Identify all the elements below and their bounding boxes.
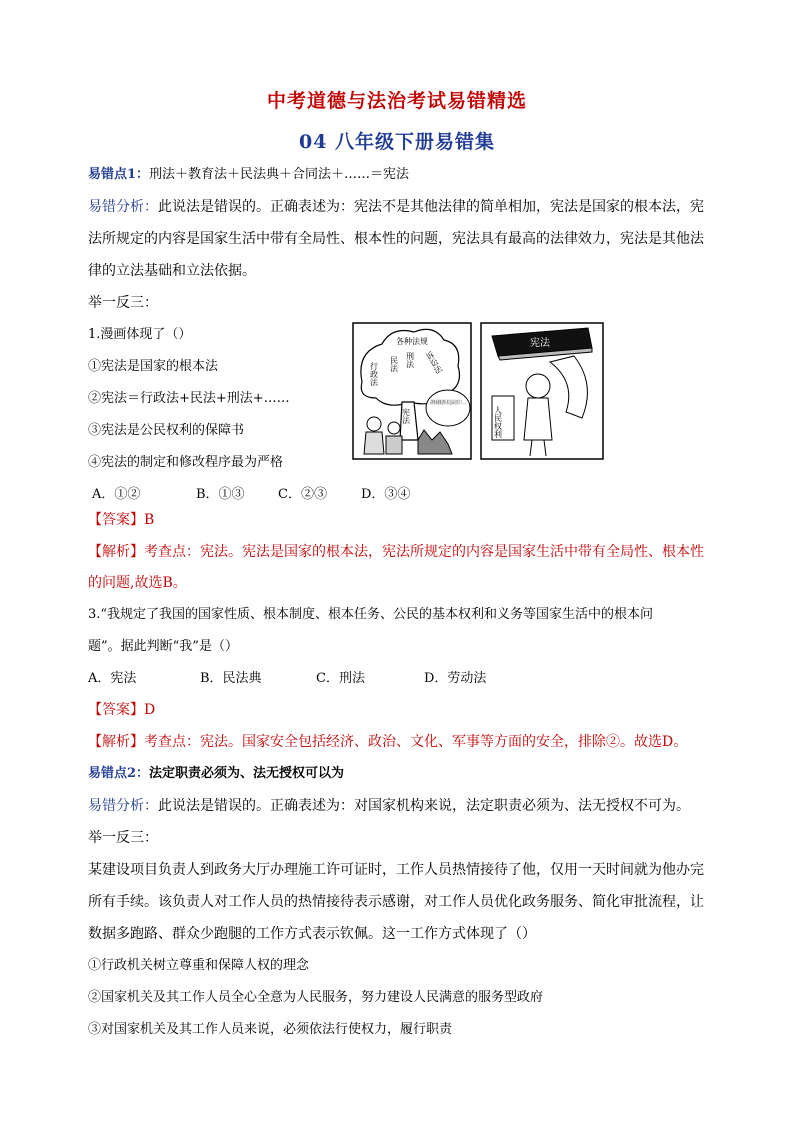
q1-statement-4: ④宪法的制定和修改程序最为严格: [88, 455, 284, 470]
q4-statement-3: ③对国家机关及其工作人员来说，必须依法行使权力，履行职责: [88, 1022, 453, 1037]
q1-option-c: C．②③: [278, 487, 327, 502]
analysis-1-text-1: 此说法是错误的。正确表述为：宪法不是其他法律的简单相加，宪法是国家的根本法，宪: [158, 199, 704, 215]
q3-option-d: D．劳动法: [424, 671, 487, 686]
practice-2-label: 举一反三：: [88, 830, 158, 846]
q1-statement-2: ②宪法＝行政法+民法+刑法+……: [88, 391, 290, 406]
q4-stem-line-2: 所有手续。该负责人对工作人员的热情接待表示感谢，对工作人员优化政务服务、简化审批流程，让: [88, 894, 704, 910]
comic-label-criminal-law: 刑法: [405, 352, 415, 368]
q1-statement-3: ③宪法是公民权利的保障书: [88, 423, 245, 438]
error-point-1: [88, 165, 409, 185]
q1-answer: [88, 510, 154, 530]
person-body-2: [386, 436, 402, 454]
comic-label-book-constitution: 宪法: [530, 338, 550, 349]
q1-explain-tag: 【解析】: [88, 544, 144, 560]
q1-explain-text-1: 考查点：宪法。宪法是国家的根本法，宪法所规定的内容是国家生活中带有全局性、根本性: [144, 544, 704, 560]
practice-1-label: 举一反三：: [88, 295, 158, 311]
comic-label-people-rights: 人民权利: [493, 406, 503, 438]
page-subtitle: 04 八年级下册易错集: [298, 131, 496, 153]
error-point-1-label: 易错点1：: [88, 167, 150, 182]
q4-stem-line-3: 数据多跑路、群众少跑腿的工作方式表示钦佩。这一工作方式体现了（）: [88, 926, 536, 942]
q1-stem: 1.漫画体现了（）: [88, 327, 192, 342]
q1-statement-1: ①宪法是国家的根本法: [88, 359, 219, 374]
q1-explain-line-1: [88, 542, 704, 562]
analysis-1-line-3: 律的立法基础和立法依据。: [88, 263, 256, 279]
comic-speech-text: 法律体系就像这棵大树,宪法是它的主干……: [430, 400, 527, 406]
person-head-1: [367, 417, 381, 431]
q3-answer: [88, 700, 155, 720]
q3-option-b: B．民法典: [200, 671, 262, 686]
comic-label-procedure-law: 诉讼法: [424, 349, 444, 376]
comic-label-civil-law: 民法: [389, 356, 399, 372]
q1-answer-tag: 【答案】: [88, 512, 144, 528]
q3-explain-line-1: [88, 732, 687, 752]
person-body-1: [364, 432, 384, 454]
error-point-2-label: 易错点2：: [88, 766, 150, 781]
person-head-right: [526, 374, 550, 398]
analysis-1-line-1: [88, 197, 704, 217]
q3-explain-tag: 【解析】: [88, 734, 144, 750]
q1-options: [92, 485, 410, 505]
comic-label-various-laws: 各种法规: [396, 337, 428, 346]
analysis-2-line-1: [88, 796, 690, 816]
q1-explain-line-2: 的问题,故选B。: [88, 575, 187, 591]
page-title: 中考道德与法治考试易错精选: [266, 90, 527, 112]
analysis-2-label: 易错分析：: [88, 798, 158, 814]
q3-stem-line-2: 题”。据此判断“我”是（）: [88, 639, 238, 654]
comic-label-admin-law: 行政法: [369, 362, 379, 386]
q3-options: [88, 669, 486, 689]
q3-explain-text-1: 考查点：宪法。国家安全包括经济、政治、文化、军事等方面的安全，排除②。故选D。: [144, 734, 688, 750]
analysis-2-text-1: 此说法是错误的。正确表述为：对国家机构来说，法定职责必须为、法无授权不可为。: [158, 798, 690, 814]
q3-stem-line-1: 3.“我规定了我国的国家性质、根本制度、根本任务、公民的基本权利和义务等国家生活中的根本问: [88, 607, 654, 622]
q4-statement-2: ②国家机关及其工作人员全心全意为人民服务，努力建设人民满意的服务型政府: [88, 990, 544, 1005]
analysis-1-label: 易错分析：: [88, 199, 158, 215]
q4-statement-1: ①行政机关树立尊重和保障人权的理念: [88, 958, 310, 973]
person-head-2: [388, 422, 400, 434]
q3-option-c: C．刑法: [316, 671, 365, 686]
error-point-1-text: 刑法＋教育法＋民法典＋合同法＋……＝宪法: [149, 167, 410, 182]
q3-option-a: A．宪法: [88, 671, 137, 686]
q1-option-a: A．①②: [92, 487, 141, 502]
person-body-right: [524, 398, 552, 440]
comic-illustration: [352, 322, 604, 460]
error-point-2: [88, 764, 344, 784]
q1-option-d: D．③④: [361, 487, 411, 502]
q1-option-b: B．①③: [196, 487, 245, 502]
q1-answer-value: B: [144, 512, 155, 528]
analysis-1-line-2: 法所规定的内容是国家生活中带有全局性、根本性的问题，宪法具有最高的法律效力，宪法是其他法: [88, 231, 704, 247]
q3-answer-value: D: [144, 702, 156, 718]
error-point-2-text: 法定职责必须为、法无授权可以为: [149, 766, 345, 781]
q3-answer-tag: 【答案】: [88, 702, 144, 718]
comic-label-trunk-constitution: 宪法: [401, 408, 411, 424]
q4-stem-line-1: 某建设项目负责人到政务大厅办理施工许可证时，工作人员热情接待了他，仅用一天时间就为他办完: [88, 862, 704, 878]
